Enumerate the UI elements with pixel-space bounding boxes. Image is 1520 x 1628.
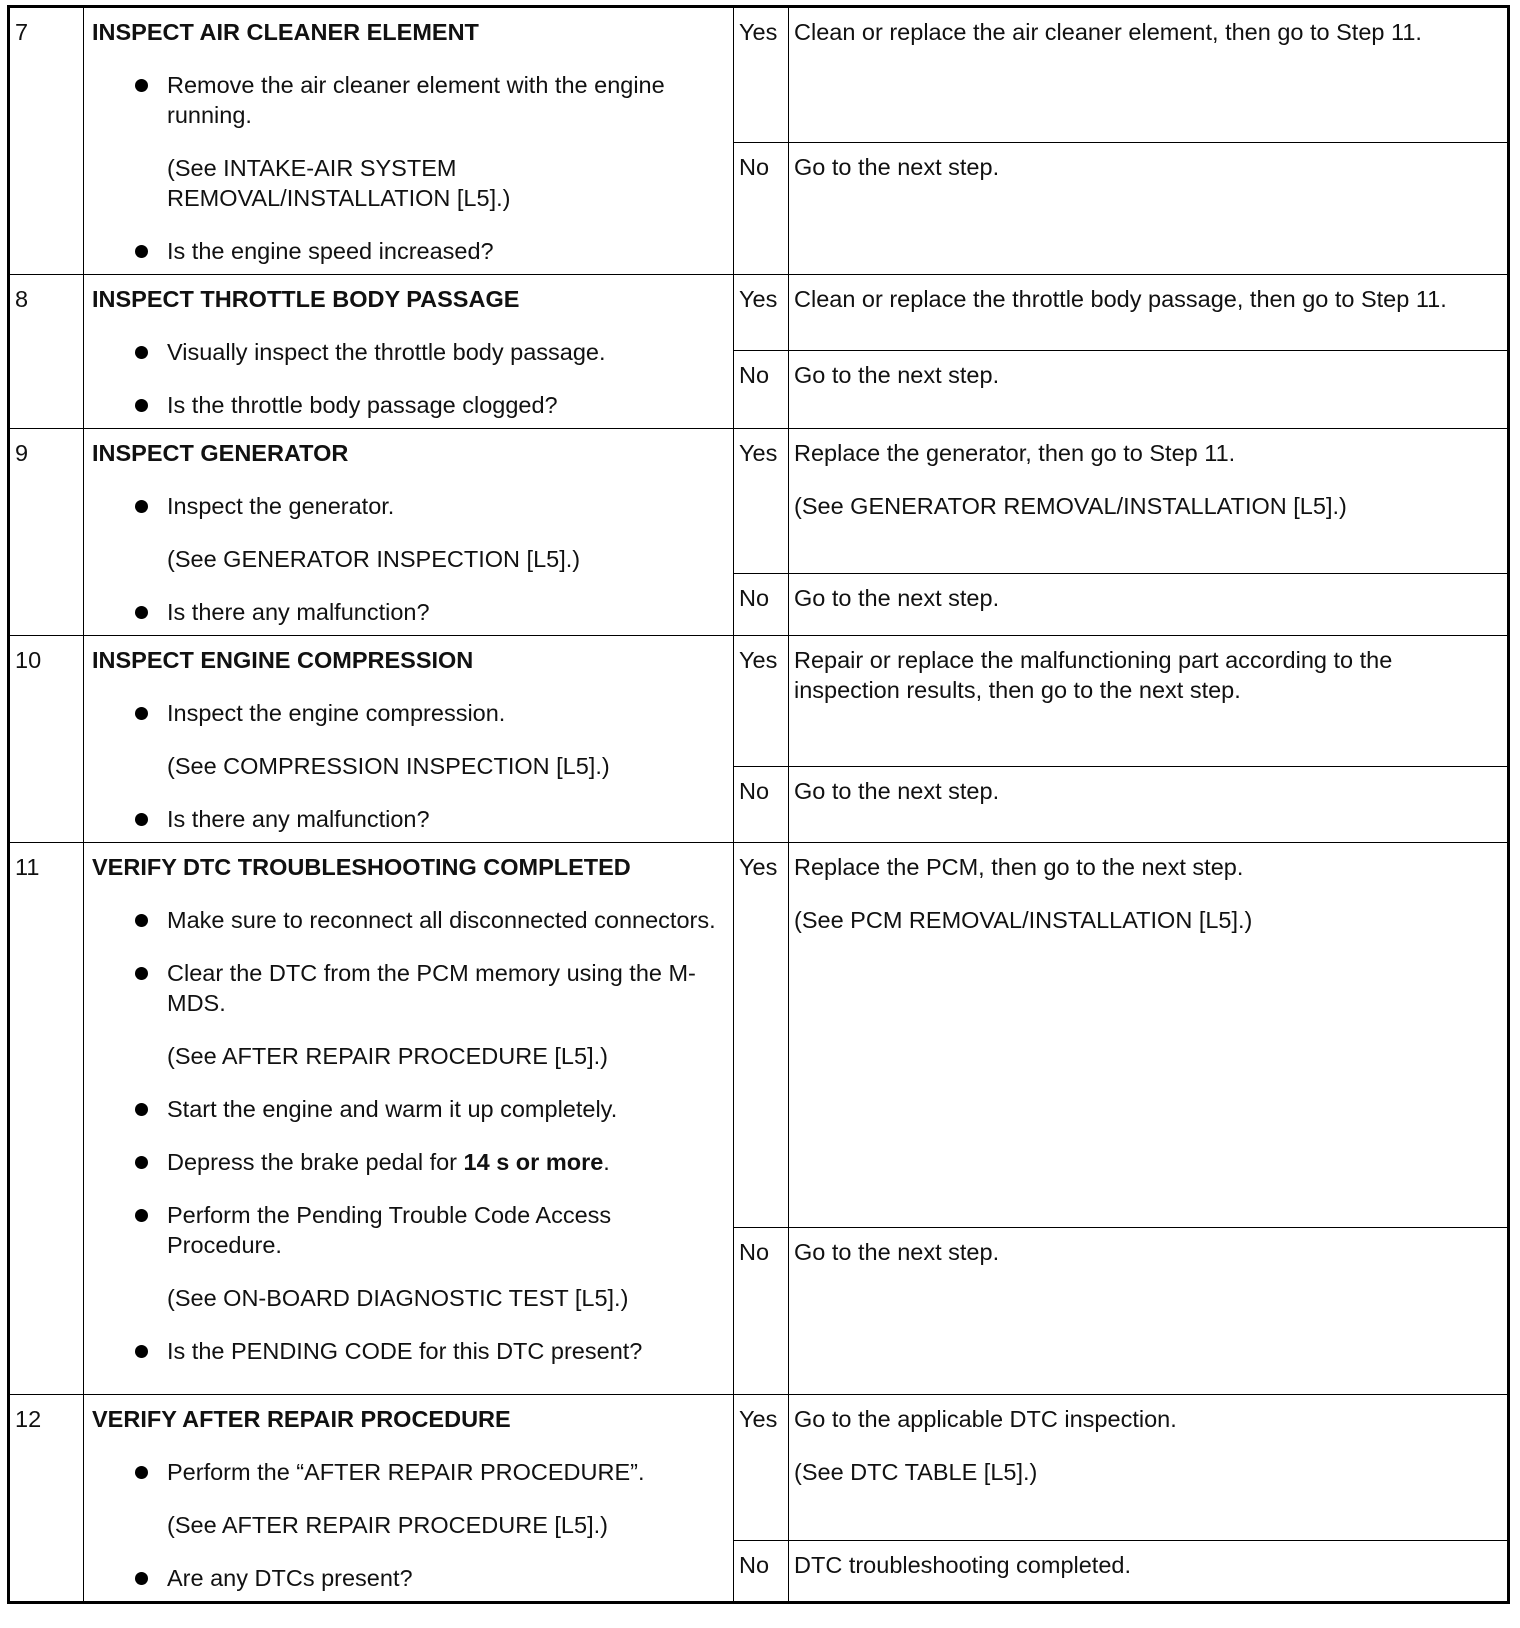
no-action-text: Go to the next step. [794,584,1000,611]
inspection-cell [84,1395,734,1603]
yes-action-cell [789,275,1509,351]
inspection-cell [84,275,734,429]
yes-action-text: (See DTC TABLE [L5].) [794,1459,1038,1485]
item-text: Perform the Pending Trouble Code Access Procedure. [167,1202,612,1258]
inspection-title: INSPECT GENERATOR [92,440,349,466]
yes-action-cell [789,429,1509,574]
answer-yes: Yes [734,843,789,1228]
inspection-bullet-item [92,597,719,627]
inspection-bullet-item [92,804,719,834]
answer-yes: Yes [734,636,789,767]
no-action-text: DTC troubleshooting completed. [794,1551,1132,1578]
no-action-cell [789,143,1509,275]
inspection-list [92,905,719,1366]
yes-action-text: Repair or replace the malfunctioning part according to the inspection results, then go to the next step. [794,647,1393,703]
inspection-bullet-item [92,390,719,420]
item-text: (See AFTER REPAIR PROCEDURE [L5].) [167,1043,608,1069]
no-action-text: Go to the next step. [794,362,1000,389]
answer-no: No [734,573,789,635]
inspection-bullet-item [92,905,719,935]
step-number: 7 [9,7,84,275]
inspection-bullet-item [92,958,719,1018]
item-text: Is the engine speed increased? [167,238,494,264]
item-text: Remove the air cleaner element with the engine running. [167,72,665,128]
procedure-table-body [9,7,1509,1603]
inspection-bullet-item [92,70,719,130]
inspection-bullet-item [92,491,719,521]
no-action-text: Go to the next step. [794,778,1000,805]
inspection-list [92,337,719,420]
item-text: Perform the “AFTER REPAIR PROCEDURE”. [167,1459,645,1485]
answer-no: No [734,1228,789,1395]
inspection-bullet-item [92,337,719,367]
step-number: 9 [9,429,84,636]
item-text: Depress the brake pedal for [167,1149,464,1175]
yes-action-cell [789,1395,1509,1541]
no-action-cell [789,573,1509,635]
inspection-list [92,1457,719,1593]
answer-yes: Yes [734,1395,789,1541]
item-text: Start the engine and warm it up completely. [167,1096,618,1122]
inspection-bullet-item [92,698,719,728]
inspection-title: INSPECT ENGINE COMPRESSION [92,647,474,673]
inspection-reference [92,1510,719,1540]
yes-action-text: Replace the generator, then go to Step 11. [794,440,1236,466]
answer-no: No [734,351,789,429]
answer-no: No [734,767,789,843]
step-row-7-yes [9,7,1509,143]
inspection-list [92,491,719,627]
step-row-11-yes [9,843,1509,1228]
answer-yes: Yes [734,7,789,143]
yes-action-text: Clean or replace the throttle body passage, then go to Step 11. [794,286,1447,312]
inspection-title: VERIFY DTC TROUBLESHOOTING COMPLETED [92,854,631,880]
inspection-reference [92,1041,719,1071]
item-text: (See GENERATOR INSPECTION [L5].) [167,546,581,572]
no-action-cell [789,351,1509,429]
inspection-bullet-item [92,1094,719,1124]
no-action-cell [789,767,1509,843]
inspection-bullet-item [92,1200,719,1260]
step-row-12-yes [9,1395,1509,1541]
inspection-reference [92,751,719,781]
step-row-8-yes [9,275,1509,351]
inspection-list [92,70,719,266]
item-text: (See INTAKE-AIR SYSTEM REMOVAL/INSTALLATION [L5].) [167,155,511,211]
yes-action-cell [789,636,1509,767]
no-action-text: Go to the next step. [794,154,1000,181]
step-number: 10 [9,636,84,843]
inspection-reference [92,153,719,213]
step-number: 11 [9,843,84,1395]
item-text-end: . [603,1149,610,1175]
inspection-reference [92,544,719,574]
yes-action-text: Go to the applicable DTC inspection. [794,1406,1177,1432]
item-text: Visually inspect the throttle body passage. [167,339,606,365]
item-text: (See AFTER REPAIR PROCEDURE [L5].) [167,1512,608,1538]
inspection-title: VERIFY AFTER REPAIR PROCEDURE [92,1406,511,1432]
answer-no: No [734,1540,789,1602]
no-action-cell [789,1540,1509,1602]
inspection-cell [84,636,734,843]
item-text: Is there any malfunction? [167,599,430,625]
yes-action-text: (See GENERATOR REMOVAL/INSTALLATION [L5].) [794,493,1347,519]
inspection-bullet-item [92,1147,719,1177]
item-text: Inspect the engine compression. [167,700,506,726]
item-text: Is there any malfunction? [167,806,430,832]
yes-action-cell [789,843,1509,1228]
answer-yes: Yes [734,429,789,574]
item-text: Is the throttle body passage clogged? [167,392,558,418]
inspection-bullet-item [92,1336,719,1366]
step-row-9-yes [9,429,1509,574]
inspection-cell [84,429,734,636]
item-text: Is the PENDING CODE for this DTC present? [167,1338,643,1364]
step-number: 8 [9,275,84,429]
inspection-title: INSPECT AIR CLEANER ELEMENT [92,19,479,45]
item-text: Clear the DTC from the PCM memory using the M-MDS. [167,960,696,1016]
item-text: (See COMPRESSION INSPECTION [L5].) [167,753,610,779]
yes-action-text: Replace the PCM, then go to the next step. [794,854,1244,880]
inspection-title: INSPECT THROTTLE BODY PASSAGE [92,286,520,312]
yes-action-cell [789,7,1509,143]
diagnostic-procedure-table [7,5,1510,1604]
inspection-cell [84,7,734,275]
no-action-cell [789,1228,1509,1395]
yes-action-text: Clean or replace the air cleaner element, then go to Step 11. [794,19,1422,45]
inspection-bullet-item [92,236,719,266]
inspection-list [92,698,719,834]
item-text: (See ON-BOARD DIAGNOSTIC TEST [L5].) [167,1285,629,1311]
answer-no: No [734,143,789,275]
item-emphasis: 14 s or more [463,1149,604,1175]
step-number: 12 [9,1395,84,1603]
inspection-cell [84,843,734,1395]
inspection-reference [92,1283,719,1313]
yes-action-text: (See PCM REMOVAL/INSTALLATION [L5].) [794,907,1253,933]
inspection-bullet-item [92,1563,719,1593]
inspection-bullet-item [92,1457,719,1487]
no-action-text: Go to the next step. [794,1239,1000,1265]
item-text: Inspect the generator. [167,493,395,519]
item-text: Make sure to reconnect all disconnected connectors. [167,907,716,933]
answer-yes: Yes [734,275,789,351]
item-text: Are any DTCs present? [167,1565,413,1591]
step-row-10-yes [9,636,1509,767]
